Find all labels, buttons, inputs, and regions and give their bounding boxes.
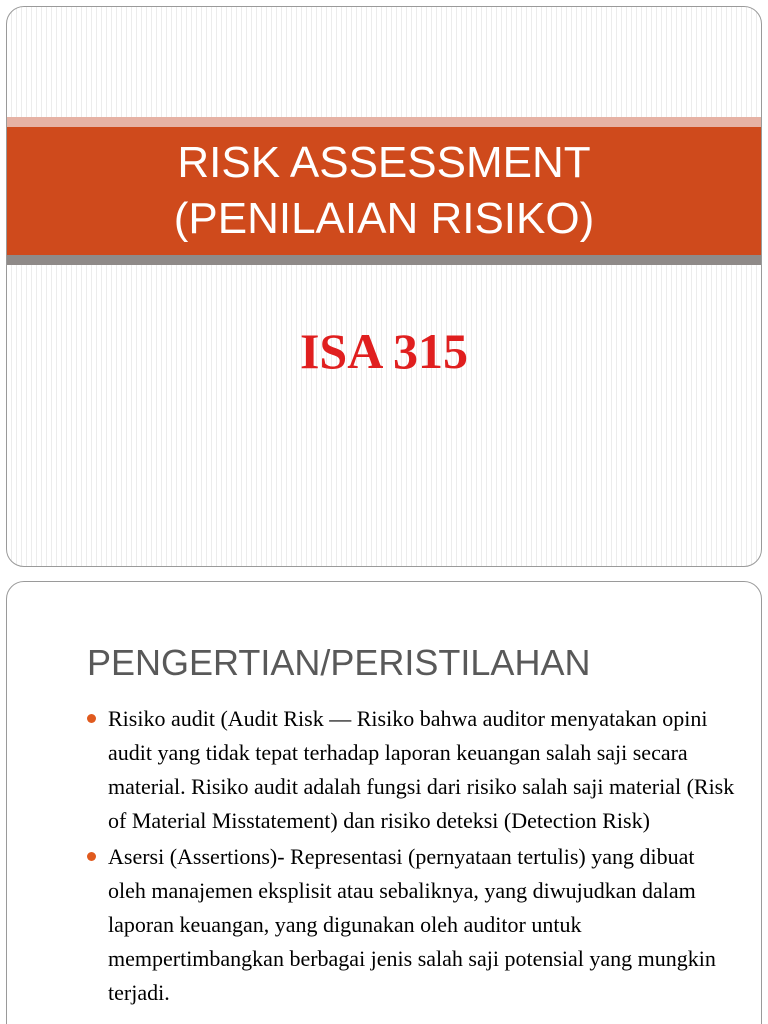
slide-title-line-2: (PENILAIAN RISIKO)	[173, 194, 595, 243]
title-band-bottom-stripe	[7, 255, 761, 265]
slide-heading: PENGERTIAN/PERISTILAHAN	[87, 642, 591, 683]
bullet-item-assertions	[87, 840, 737, 1010]
title-band	[7, 127, 761, 255]
title-slide	[6, 6, 762, 567]
orange-dot-bullet-icon	[87, 714, 96, 723]
title-band-top-stripe	[7, 117, 761, 127]
slide-title-line-1: RISK ASSESSMENT	[177, 138, 591, 187]
bullet-list	[87, 702, 737, 1012]
bullet-text: Asersi (Assertions)- Representasi (pernyataan tertulis) yang dibuat oleh manajemen eksplisit atau sebaliknya, yang diwujudkan dalam laporan keuangan, yang digunakan oleh auditor untuk mempertimbangkan berbagai jenis salah saji potensial yang mungkin terjadi.	[108, 844, 716, 1005]
bullet-item-audit-risk	[87, 702, 737, 838]
bullet-text: Risiko audit (Audit Risk — Risiko bahwa auditor menyatakan opini audit yang tidak tepat terhadap laporan keuangan salah saji secara material. Risiko audit adalah fungsi dari risiko salah saji material (Risk of Material Misstatement) dan risiko deteksi (Detection Risk)	[108, 706, 735, 833]
slide-subtitle: ISA 315	[299, 323, 469, 379]
orange-dot-bullet-icon	[87, 852, 96, 861]
definitions-slide	[6, 581, 762, 1024]
